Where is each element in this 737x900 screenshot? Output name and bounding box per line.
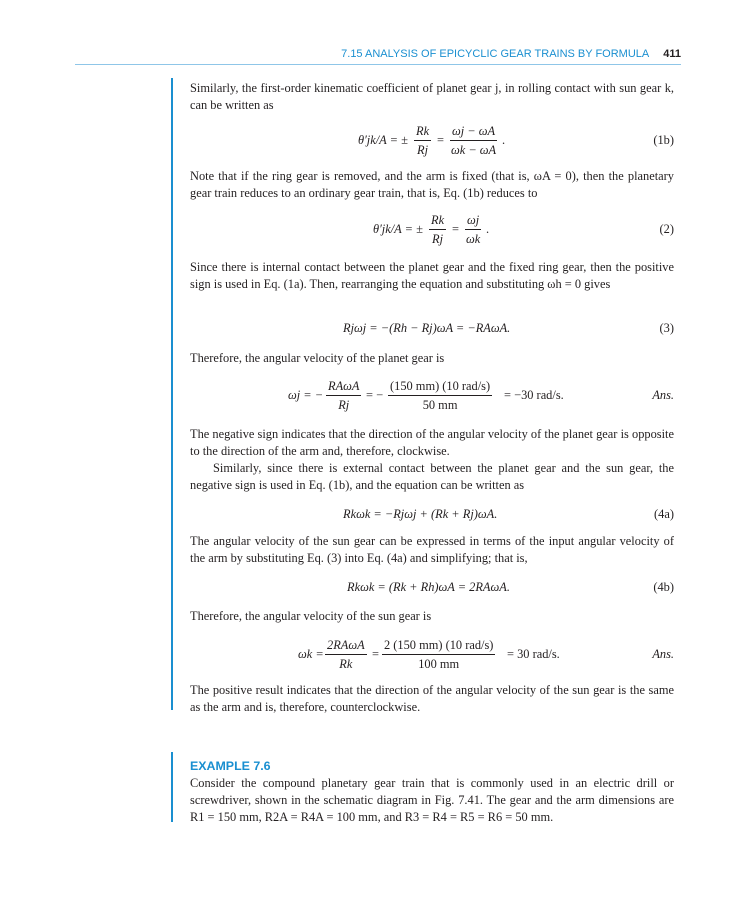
ans1-lhs: ωj = − (288, 388, 324, 402)
margin-bar-main (171, 78, 173, 710)
ans1-frac1: RAωA Rj (328, 379, 360, 412)
eq1b-frac1: $\frac{Rk}{Rj}$ (416, 124, 430, 157)
equation-4b: Rkωk = (Rk + Rh)ωA = 2RAωA. (347, 580, 510, 594)
ans2-frac2: 2 (150 mm) (10 rad/s) 100 mm (384, 638, 494, 671)
ans1-label: Ans. (652, 388, 674, 402)
eq2-frac2: $\frac{\omega j}{\omega k}$ (465, 213, 481, 246)
ans2-label: Ans. (652, 647, 674, 661)
eq2-frac1: $\frac{Rk}{Rj}$ (431, 213, 445, 246)
eq4b-label: (4b) (653, 580, 674, 594)
ans2-frac1: 2RAωA Rk (327, 638, 365, 671)
equation-3: Rjωj = −(Rh − Rj)ωA = −RAωA. (343, 321, 511, 335)
page-number: 411 (663, 48, 681, 60)
ans2-result: = 30 rad/s. (507, 647, 560, 661)
eq1b-period: . (502, 133, 506, 147)
ans2-lhs: ωk = (298, 647, 324, 661)
eq2-lhs: θ′jk/A = ± (373, 222, 423, 236)
ans1-frac2: (150 mm) (10 rad/s) 50 mm (390, 379, 491, 412)
margin-bar-example (171, 752, 173, 822)
ans2-equals: = (372, 647, 379, 661)
eq1b-equals: = (437, 133, 444, 147)
header-rule (75, 64, 681, 65)
paragraph-8: Therefore, the angular velocity of the sun gear is (190, 609, 432, 623)
section-title: 7.15 ANALYSIS OF EPICYCLIC GEAR TRAINS BY FORMULA (341, 48, 650, 60)
example-title: EXAMPLE 7.6 (190, 759, 271, 773)
paragraph-6: Similarly, since there is external contact between the planet gear and the sun gear, the negative sign is used in Eq. (1b), and the equation can be written as (190, 461, 674, 492)
eq1b-lhs: θ′jk/A = ± (358, 133, 408, 147)
eq1b-frac2: $\frac{\omega j - \omega A}{\omega k - \omega A}$ (450, 124, 497, 157)
paragraph-2: Note that if the ring gear is removed, and the arm is fixed (that is, ωA = 0), then the planetary gear train reduces to an ordinary gear train, that is, Eq. (1b) reduces to (190, 169, 674, 200)
paragraph-5: The negative sign indicates that the direction of the angular velocity of the planet gear is opposite to the direction of the arm and, therefore, clockwise. (190, 427, 674, 458)
example-text: Consider the compound planetary gear train that is commonly used in an electric drill or screwdriver, shown in the schematic diagram in Fig. 7.41. The gear and the arm dimensions are R1 = 150 mm, R2A = R4A = 100 mm, and R3 = R4 = R5 = R6 = 50 mm. (190, 776, 674, 824)
running-header (75, 48, 681, 64)
eq2-period: . (486, 222, 490, 236)
eq3-label: (3) (659, 321, 674, 335)
eq4a-label: (4a) (654, 507, 674, 521)
ans1-result: = −30 rad/s. (504, 388, 564, 402)
eq2-equals: = (452, 222, 459, 236)
paragraph-9: The positive result indicates that the direction of the angular velocity of the sun gear is the same as the arm and is, therefore, counterclockwise. (190, 683, 674, 714)
paragraph-4: Therefore, the angular velocity of the planet gear is (190, 351, 445, 365)
ans1-equals: = − (366, 388, 384, 402)
eq1b-label: (1b) (653, 133, 674, 147)
paragraph-3: Since there is internal contact between the planet gear and the fixed ring gear, then the positive sign is used in Eq. (1a). Then, rearranging the equation and substituting ωh = 0 gives (190, 260, 674, 291)
paragraph-1: Similarly, the first-order kinematic coefficient of planet gear j, in rolling contact with sun gear k, can be written as (190, 81, 674, 112)
paragraph-7: The angular velocity of the sun gear can be expressed in terms of the input angular velocity of the arm by substituting Eq. (3) into Eq. (4a) and simplifying; that is, (190, 534, 674, 565)
equation-4a: Rkωk = −Rjωj + (Rk + Rj)ωA. (343, 507, 498, 521)
eq2-label: (2) (659, 222, 674, 236)
